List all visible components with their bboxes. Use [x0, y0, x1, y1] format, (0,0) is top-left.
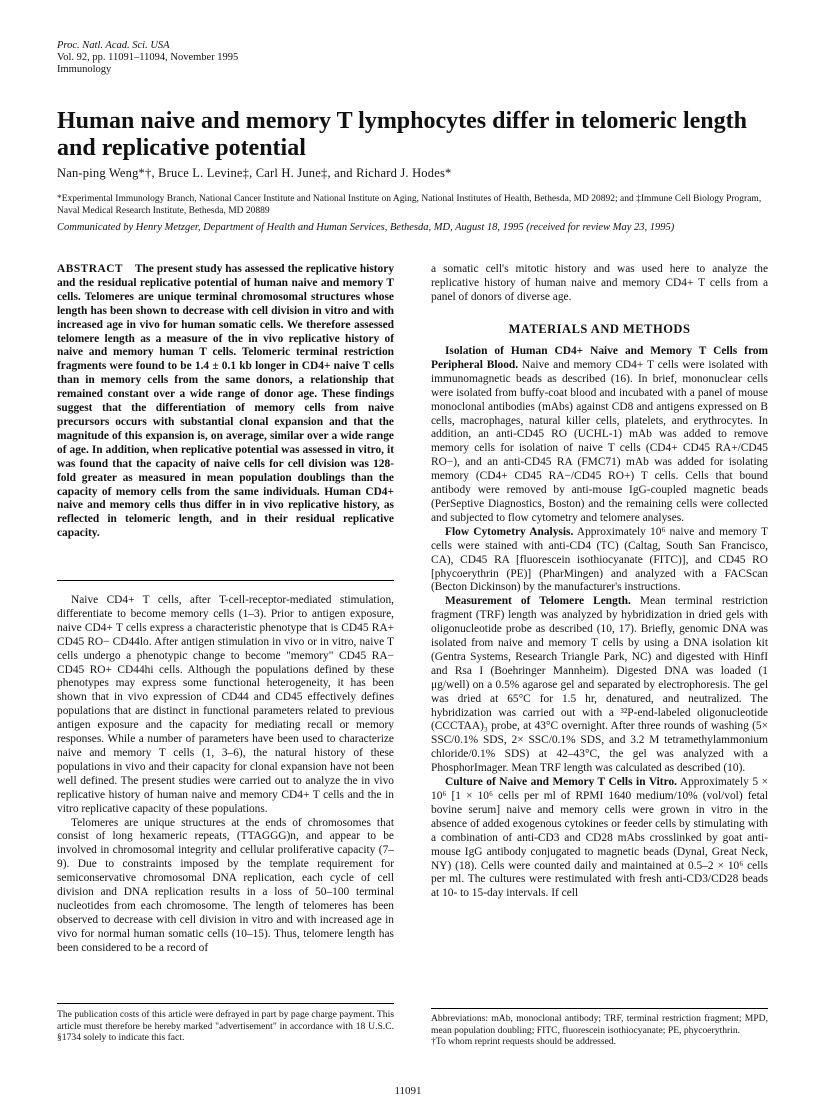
journal-volume: Vol. 92, pp. 11091–11094, November 1995 [57, 52, 239, 63]
abstract-text: The present study has assessed the replicative history and the residual replicative potential of human naive and memory T cells. Telomeres are unique terminal chromosomal structures whose length has been shown to decrease with cell division in vitro and with increased age in vivo for human somatic cells. We therefore assessed telomere length as a measure of the in vivo replicative history of naive and memory human T cells. Telomeric terminal restriction fragments were found to be 1.4 ± 0.1 kb longer in CD4+ naive T cells than in memory cells from the same donors, a relationship that remained constant over a wide range of donor age. These findings suggest that the differentiation of memory cells from naive precursors occurs with substantial clonal expansion and that the magnitude of this expansion is, on average, similar over a wide range of age. In addition, when replicative potential was assessed in vitro, it was found that the capacity of naive cells for cell division was 128-fold greater as measured in mean population doublings than the capacity of memory cells from the same individuals. Human CD4+ naive and memory cells thus differ in in vivo replicative history, as reflected in telomeric length, and in their residual replicative capacity. [57, 263, 395, 540]
methods-body [431, 345, 768, 901]
communicated-by: Communicated by Henry Metzger, Department of Health and Human Services, Bethesda, MD, August 18, 1995 (received for review May 23, 1995) [57, 222, 675, 233]
methods-culture [431, 776, 768, 901]
introduction [57, 594, 394, 956]
affiliations: *Experimental Immunology Branch, National Cancer Institute and National Institute on Aging, National Institutes of Health, Bethesda, MD 20892; and ‡Immune Cell Biology Program, Naval Medical Research Institute, Bethesda, MD 20889 [57, 194, 762, 216]
methods-telomere [431, 595, 768, 776]
footnote-divider-right [431, 1008, 768, 1009]
abbreviations-footnote [431, 1013, 768, 1048]
methods-flow-text: Approximately 10⁶ naive and memory T cells were stained with anti-CD4 (TC) (Caltag, South San Francisco, CA), CD45 RA [fluorescein isothiocyanate (FITC)], and CD45 RO [phycoerythrin (PE)] (PharMingen) and analyzed with a FACScan (Becton Dickinson) by the manufacturer's instructions. [431, 525, 769, 594]
abstract [57, 263, 394, 541]
methods-culture-heading: Culture of Naive and Memory T Cells in Vitro. [445, 776, 677, 789]
intro-continuation: a somatic cell's mitotic history and was used here to analyze the replicative history of human naive and memory CD4+ T cells from a panel of donors of diverse age. [431, 263, 768, 303]
correspondence-note: †To whom reprint requests should be addressed. [431, 1036, 617, 1047]
intro-paragraph-1: Naive CD4+ T cells, after T-cell-receptor-mediated stimulation, differentiate to become memory cells (1–3). Prior to antigen exposure, naive CD4+ T cells express a characteristic phenotype that is CD45 RA+ CD45 RO− CD44lo. After antigen stimulation in vivo or in vitro, naive T cells undergo a phenotypic change to become "memory" CD45 RA− CD45 RO+ CD44hi cells. Although the populations defined by these phenotypes may express some functional heterogeneity, it has been shown that in vivo expression of CD44 and CD45 effectively defines populations that are distinct in functional parameters related to previous antigen exposure and the capacity for mediating recall or memory responses. While a number of parameters have been used to characterize naive and memory T cells (1, 3–6), the natural history of these populations in vivo and their capacity for clonal expansion have not been well defined. The present studies were carried out to analyze the in vivo replicative history of human naive and memory CD4+ T cells and the in vitro replicative capacity of these populations. [57, 594, 394, 815]
article-title: Human naive and memory T lymphocytes differ in telomeric length and replicative potential [57, 108, 747, 161]
abbreviations: Abbreviations: mAb, monoclonal antibody; TRF, terminal restriction fragment; MPD, mean population doubling; FITC, fluorescein isothiocyanate; PE, phycoerythrin. [431, 1013, 768, 1036]
methods-telomere-heading: Measurement of Telomere Length. [445, 595, 631, 608]
methods-telomere-text: Mean terminal restriction fragment (TRF) length was analyzed by hybridization in dried gels with oligonucleotide probe as described (10, 17). Briefly, genomic DNA was isolated from naive and memory T cells by using a DNA isolation kit (Gentra Systems, Research Triangle Park, NC) and digested with HinfI and Rsa I (Boehringer Mannheim). Digested DNA was loaded (1 μg/well) on a 0.5% agarose gel and separated by electrophoresis. The gel was dried at 65°C for 1.5 hr, denatured, and neutralized. The hybridization was carried out with a ³²P-end-labeled oligonucleotide (CCCTAA)₃ probe, at 43°C overnight. After three rounds of washing (5× SSC/0.1% SDS, 2× SSC/0.1% SDS, and 3.2 M tetramethylammonium chloride/0.1% SDS) at 42–43°C, the gel was analyzed with a PhosphorImager. Mean TRF length was calculated as described (10). [431, 595, 768, 775]
footnote-divider-left [57, 1003, 394, 1004]
journal-section: Immunology [57, 64, 112, 75]
abstract-label: ABSTRACT [57, 263, 124, 275]
publication-cost-footnote: The publication costs of this article were defrayed in part by page charge payment. This article must therefore be hereby marked "advertisement" in accordance with 18 U.S.C. §1734 solely to indicate this fact. [57, 1009, 394, 1043]
intro-paragraph-2: Telomeres are unique structures at the ends of chromosomes that consist of long hexameric repeats, (TTAGGG)n, and appear to be involved in chromosomal integrity and cellular proliferative capacity (7–9). Due to constraints imposed by the template requirement for semiconservative chromosomal DNA replication, each cycle of cell division and DNA replication results in a loss of 50–100 terminal nucleotides from each chromosome. The length of telomeres has been observed to decrease with cell division in vitro and with increased age in vivo for normal human somatic cells (10–15). Thus, telomere length has been considered to be a record of [57, 816, 394, 954]
methods-flow-heading: Flow Cytometry Analysis. [445, 525, 574, 538]
methods-heading: MATERIALS AND METHODS [508, 322, 691, 336]
page-number: 11091 [394, 1085, 422, 1097]
journal-name: Proc. Natl. Acad. Sci. USA [57, 40, 170, 51]
abstract-divider [57, 580, 394, 581]
methods-isolation-text: Naive and memory CD4+ T cells were isolated with immunomagnetic beads as described (16). In brief, mononuclear cells were isolated from buffy-coat blood and incubated with a panel of mouse monoclonal antibodies (mAbs) against CD8 and antigens expressed on B cells, macrophages, natural killer cells, platelets, and erythrocytes. In addition, an anti-CD45 RO (UCHL-1) mAb was added to remove memory cells for isolation of naive T cells (CD4+ CD45 RA+/CD45 RO−), and an anti-CD45 RA (FMC71) mAb was added for isolating memory (CD4+ CD45 RA−/CD45 RO+) T cells. Cells that bound antibody were removed by anti-mouse IgG-coupled magnetic beads (PerSeptive Diagnostics, Boston) and the remaining cells were collected and subjected to flow cytometry and telomere analyses. [431, 358, 769, 524]
methods-isolation-heading: Isolation of Human CD4+ Naive and Memory T Cells from Peripheral Blood. [431, 345, 768, 371]
methods-flow [431, 526, 768, 596]
methods-culture-text: Approximately 5 × 10⁶ [1 × 10⁶ cells per ml of RPMI 1640 medium/10% (vol/vol) fetal bovine serum] naive and memory cells were grown in vitro in the absence of added exogenous cytokines or feeder cells by stimulating with a combination of anti-CD3 and CD28 mAbs crosslinked by goat anti-mouse IgG antibody conjugated to magnetic beads (Dynal, Great Neck, NY) (18). Cells were counted daily and maintained at 0.5–2 × 10⁶ cells per ml. The cultures were restimulated with fresh anti-CD3/CD28 beads at 10- to 15-day intervals. If cell [431, 776, 769, 900]
journal-header [57, 40, 238, 76]
author-list: Nan-ping Weng*†, Bruce L. Levine‡, Carl H. June‡, and Richard J. Hodes* [57, 166, 452, 180]
methods-isolation [431, 345, 768, 526]
